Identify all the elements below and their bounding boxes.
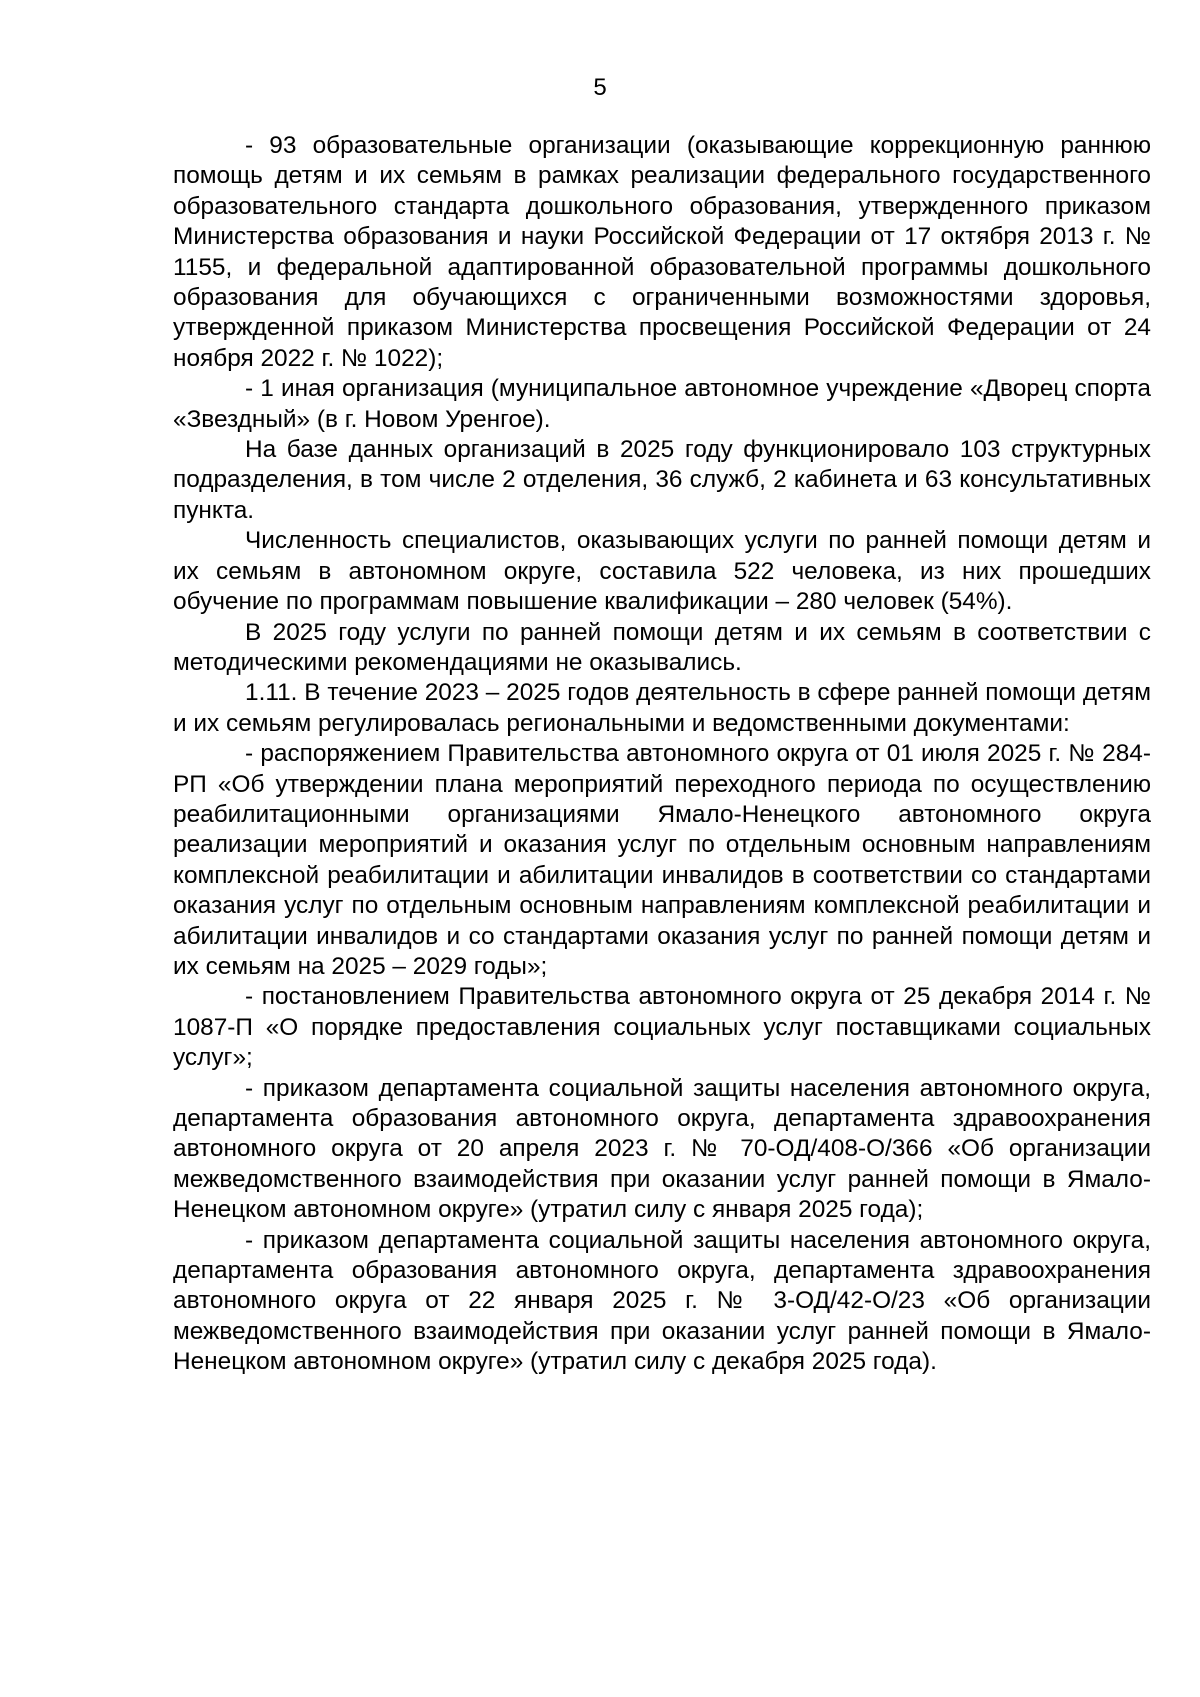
paragraph-resolution-1087-p: - постановлением Правительства автономного округа от 25 декабря 2014 г. № 1087-П «О порядке предоставления социальных услуг поставщиками социальных услуг»; (173, 983, 1151, 1072)
paragraph-order-70-od: - приказом департамента социальной защиты населения автономного округа, департамента образования автономного округа, департамента здравоохранения автономного округа от 20 апреля 2023 г. № 70-ОД/408-О/366 «Об организации межведомственного взаимодействия при оказании услуг ранней помощи в Ямало-Ненецком автономном округе» (утратил силу с января 2025 года); (173, 1074, 1151, 1224)
paragraph-order-3-od: - приказом департамента социальной защиты населения автономного округа, департамента образования автономного округа, департамента здравоохранения автономного округа от 22 января 2025 г. № 3-ОД/42-О/23 «Об организации межведомственного взаимодействия при оказании услуг ранней помощи в Ямало-Ненецком автономном округе» (утратил силу с декабря 2025 года). (173, 1226, 1151, 1376)
paragraph-specialists-count: Численность специалистов, оказывающих услуги по ранней помощи детям и их семьям в автономном округе, составила 522 человека, из них прошедших обучение по программам повышение квалификации – 280 человек (54%). (173, 527, 1151, 616)
document-body (173, 131, 1151, 1378)
page-number: 5 (593, 74, 607, 101)
paragraph-section-1-11: 1.11. В течение 2023 – 2025 годов деятельность в сфере ранней помощи детям и их семьям регулировалась региональными и ведомственными документами: (173, 679, 1151, 737)
paragraph-other-organization: - 1 иная организация (муниципальное автономное учреждение «Дворец спорта «Звездный» (в г. Новом Уренгое). (173, 375, 1151, 433)
paragraph-structural-units: На базе данных организаций в 2025 году функционировало 103 структурных подразделения, в том числе 2 отделения, 36 служб, 2 кабинета и 63 консультативных пункта. (173, 436, 1151, 524)
paragraph-educational-organizations: - 93 образовательные организации (оказывающие коррекционную раннюю помощь детям и их семьям в рамках реализации федерального государственного образовательного стандарта дошкольного образования, утвержденного приказом Министерства образования и науки Российской Федерации от 17 октября 2013 г. № 1155, и федеральной адаптированной образовательной программы дошкольного образования для обучающихся с ограниченными возможностями здоровья, утвержденной приказом Министерства просвещения Российской Федерации от 24 ноября 2022 г. № 1022); (173, 132, 1151, 372)
paragraph-order-284-rp: - распоряжением Правительства автономного округа от 01 июля 2025 г. № 284-РП «Об утверждении плана мероприятий переходного периода по осуществлению реабилитационными организациями Ямало-Ненецкого автономного округа реализации мероприятий и оказания услуг по отдельным основным направлениям комплексной реабилитации и абилитации инвалидов в соответствии со стандартами оказания услуг по отдельным основным направлениям комплексной реабилитации и абилитации инвалидов и со стандартами оказания услуг по ранней помощи детям и их семьям на 2025 – 2029 годы»; (173, 740, 1151, 980)
paragraph-services-not-provided: В 2025 году услуги по ранней помощи детям и их семьям в соответствии с методическими рекомендациями не оказывались. (173, 618, 1151, 676)
